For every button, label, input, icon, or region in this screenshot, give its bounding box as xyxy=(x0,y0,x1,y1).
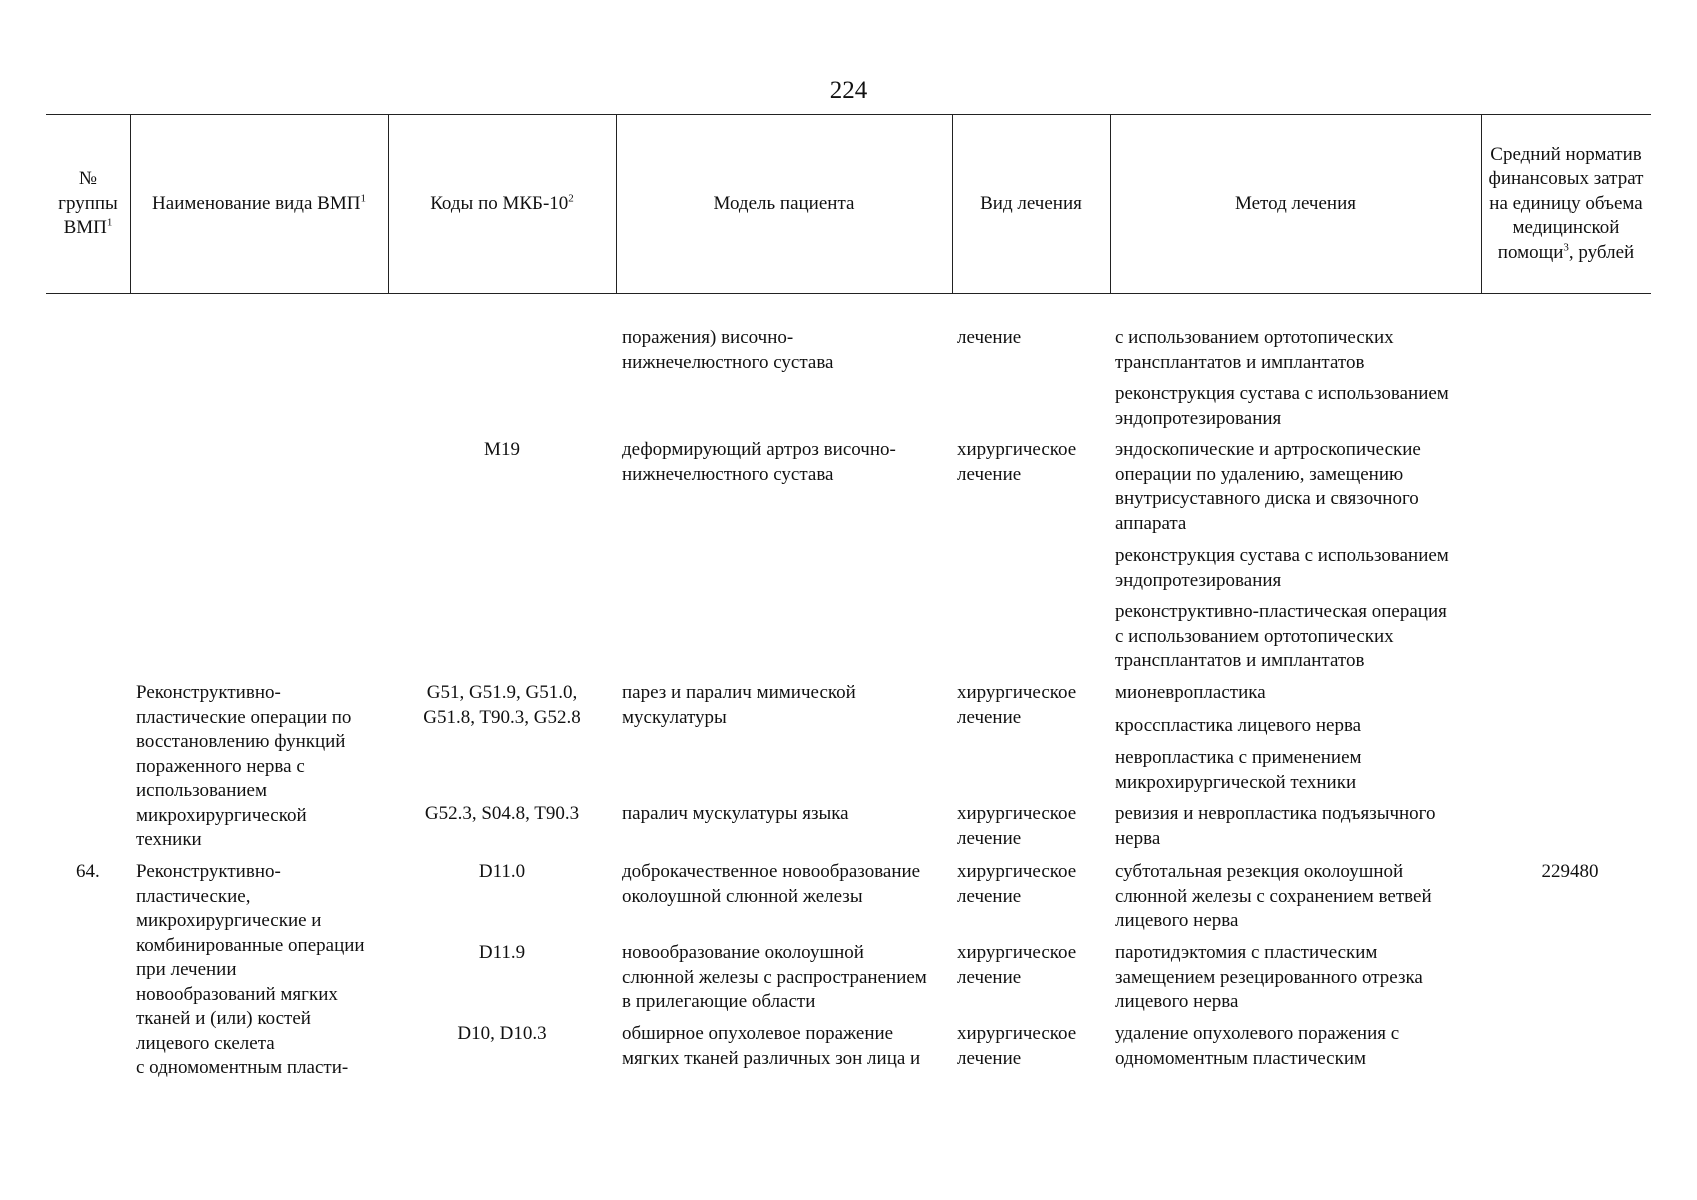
icd-codes-cell: G51, G51.9, G51.0, G51.8, T90.3, G52.8 xyxy=(423,682,581,728)
icd-codes-cell: D11.0 xyxy=(478,861,526,882)
treatment-method-cell: кросспластика лицевого нерва xyxy=(1115,715,1362,736)
footnote-marker: 2 xyxy=(568,192,574,205)
header-average-cost-text: Средний норматив финансовых затрат на единицу объема медицинской помощи xyxy=(1488,143,1644,263)
icd-codes-cell: M19 xyxy=(484,439,520,460)
header-group-number-text: № группы ВМП xyxy=(58,168,118,239)
treatment-method-cell: с использованием ортотопических трансплантатов и имплантатов xyxy=(1115,327,1394,373)
vmp-name-cell: Реконструктивно- пластические операции по восстановлению функций пораженного нерва с использованием микрохирургической техники xyxy=(136,682,352,850)
treatment-type-cell: хирургическое лечение xyxy=(957,682,1077,728)
footnote-marker: 1 xyxy=(106,216,113,229)
treatment-method-cell: паротидэктомия с пластическим замещением резецированного отрезка лицевого нерва xyxy=(1115,942,1423,1012)
patient-model-cell: деформирующий артроз височно- нижнечелюстного сустава xyxy=(622,439,896,485)
icd-codes-cell: D10, D10.3 xyxy=(457,1023,547,1044)
patient-model-cell: паралич мускулатуры языка xyxy=(622,803,849,824)
group-number-cell: 64. xyxy=(76,861,100,882)
icd-codes-cell: D11.9 xyxy=(478,942,526,963)
treatment-type-cell: хирургическое лечение xyxy=(957,861,1077,907)
treatment-method-cell: ревизия и невропластика подъязычного нерва xyxy=(1115,803,1436,849)
average-cost-cell: 229480 xyxy=(1541,861,1599,882)
patient-model-cell: поражения) височно- нижнечелюстного сустава xyxy=(622,327,834,373)
treatment-method-cell: невропластика с применением микрохирургической техники xyxy=(1115,747,1362,793)
treatment-method-cell: эндоскопические и артроскопические операции по удалению, замещению внутрисуставного диска и связочного аппарата xyxy=(1115,439,1421,534)
header-treatment-method-text: Метод лечения xyxy=(1234,192,1356,214)
treatment-method-cell: реконструктивно-пластическая операция с использованием ортотопических трансплантатов и имплантатов xyxy=(1115,601,1447,671)
treatment-type-cell: хирургическое лечение xyxy=(957,803,1077,849)
treatment-method-cell: субтотальная резекция околоушной слюнной железы с сохранением ветвей лицевого нерва xyxy=(1115,861,1432,931)
treatment-type-cell: хирургическое лечение xyxy=(957,439,1077,485)
header-average-cost-unit: , рублей xyxy=(1568,241,1635,263)
treatment-method-cell: мионевропластика xyxy=(1115,682,1266,703)
treatment-type-cell: хирургическое лечение xyxy=(957,942,1077,988)
treatment-method-cell: реконструкция сустава с использованием эндопротезирования xyxy=(1115,545,1449,591)
treatment-method-cell: реконструкция сустава с использованием эндопротезирования xyxy=(1115,383,1449,429)
icd-codes-cell: G52.3, S04.8, T90.3 xyxy=(424,803,580,824)
patient-model-cell: обширное опухолевое поражение мягких тканей различных зон лица и xyxy=(622,1023,921,1069)
footnote-marker: 3 xyxy=(1563,241,1569,254)
vmp-name-cell: Реконструктивно- пластические, микрохирургические и комбинированные операции при лечении новообразований мягких тканей и (или) костей лицевого скелета с одномоментным пласти- xyxy=(136,861,365,1078)
header-icd-codes-text: Коды по МКБ-10 xyxy=(430,192,569,214)
header-vmp-name-text: Наименование вида ВМП xyxy=(152,192,361,214)
patient-model-cell: парез и паралич мимической мускулатуры xyxy=(622,682,856,728)
header-treatment-type-text: Вид лечения xyxy=(980,192,1082,214)
page-number: 224 xyxy=(829,77,868,104)
footnote-marker: 1 xyxy=(360,192,366,205)
treatment-type-cell: хирургическое лечение xyxy=(957,1023,1077,1069)
patient-model-cell: новообразование околоушной слюнной железы с распространением в прилегающие области xyxy=(622,942,927,1012)
patient-model-cell: доброкачественное новообразование околоушной слюнной железы xyxy=(622,861,921,907)
header-patient-model-text: Модель пациента xyxy=(713,192,855,214)
treatment-type-cell: лечение xyxy=(957,327,1022,348)
treatment-method-cell: удаление опухолевого поражения с одномоментным пластическим xyxy=(1115,1023,1400,1069)
